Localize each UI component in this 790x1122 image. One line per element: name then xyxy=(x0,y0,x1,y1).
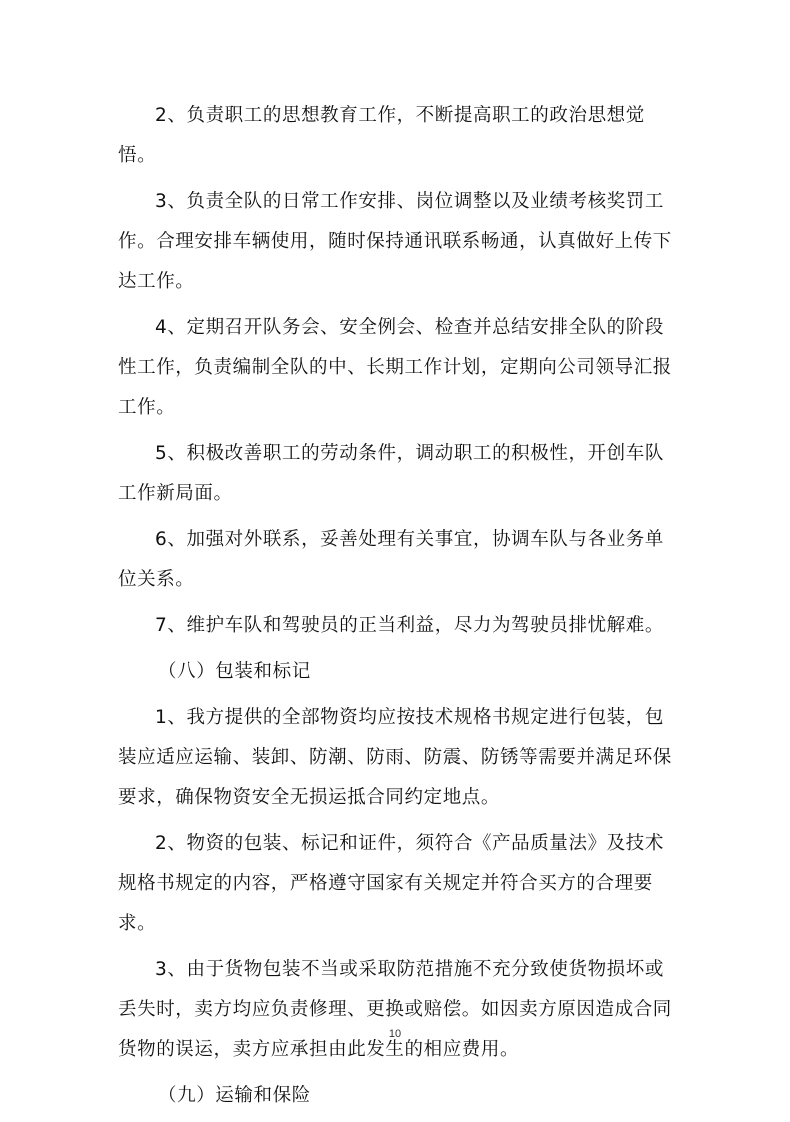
paragraph-packaging-2: 2、物资的包装、标记和证件，须符合《产品质量法》及技术规格书规定的内容，严格遵守国家有关规定并符合买方的合理要求。 xyxy=(118,833,664,934)
paragraph-packaging-3: 3、由于货物包装不当或采取防范措施不充分致使货物损坏或丢失时，卖方均应负责修理、更换或赔偿。如因卖方原因造成合同货物的误运，卖方应承担由此发生的相应费用。 xyxy=(118,959,672,1060)
section-title-transport: （九）运输和保险 xyxy=(158,1085,311,1106)
paragraph-duty-6: 6、加强对外联系，妥善处理有关事宜，协调车队与各业务单位关系。 xyxy=(118,529,664,590)
paragraph-packaging-1: 1、我方提供的全部物资均应按技术规格书规定进行包装，包装应适应运输、装卸、防潮、防雨、防震、防锈等需要并满足环保要求，确保物资安全无损运抵合同约定地点。 xyxy=(118,707,672,808)
document-body xyxy=(118,96,678,1122)
paragraph-duty-2: 2、负责职工的思想教育工作，不断提高职工的政治思想觉悟。 xyxy=(118,105,645,166)
paragraph-duty-7: 7、维护车队和驾驶员的正当利益，尽力为驾驶员排忧解难。 xyxy=(155,615,664,636)
page-number: 10 xyxy=(388,1028,402,1040)
paragraph-duty-5: 5、积极改善职工的劳动条件，调动职工的积极性，开创车队工作新局面。 xyxy=(118,443,664,504)
paragraph-duty-4: 4、定期召开队务会、安全例会、检查并总结安排全队的阶段性工作，负责编制全队的中、长期工作计划，定期向公司领导汇报工作。 xyxy=(118,317,672,418)
paragraph-duty-3: 3、负责全队的日常工作安排、岗位调整以及业绩考核奖罚工作。合理安排车辆使用，随时保持通讯联系畅通，认真做好上传下达工作。 xyxy=(118,191,672,292)
section-title-packaging: （八）包装和标记 xyxy=(158,661,311,682)
